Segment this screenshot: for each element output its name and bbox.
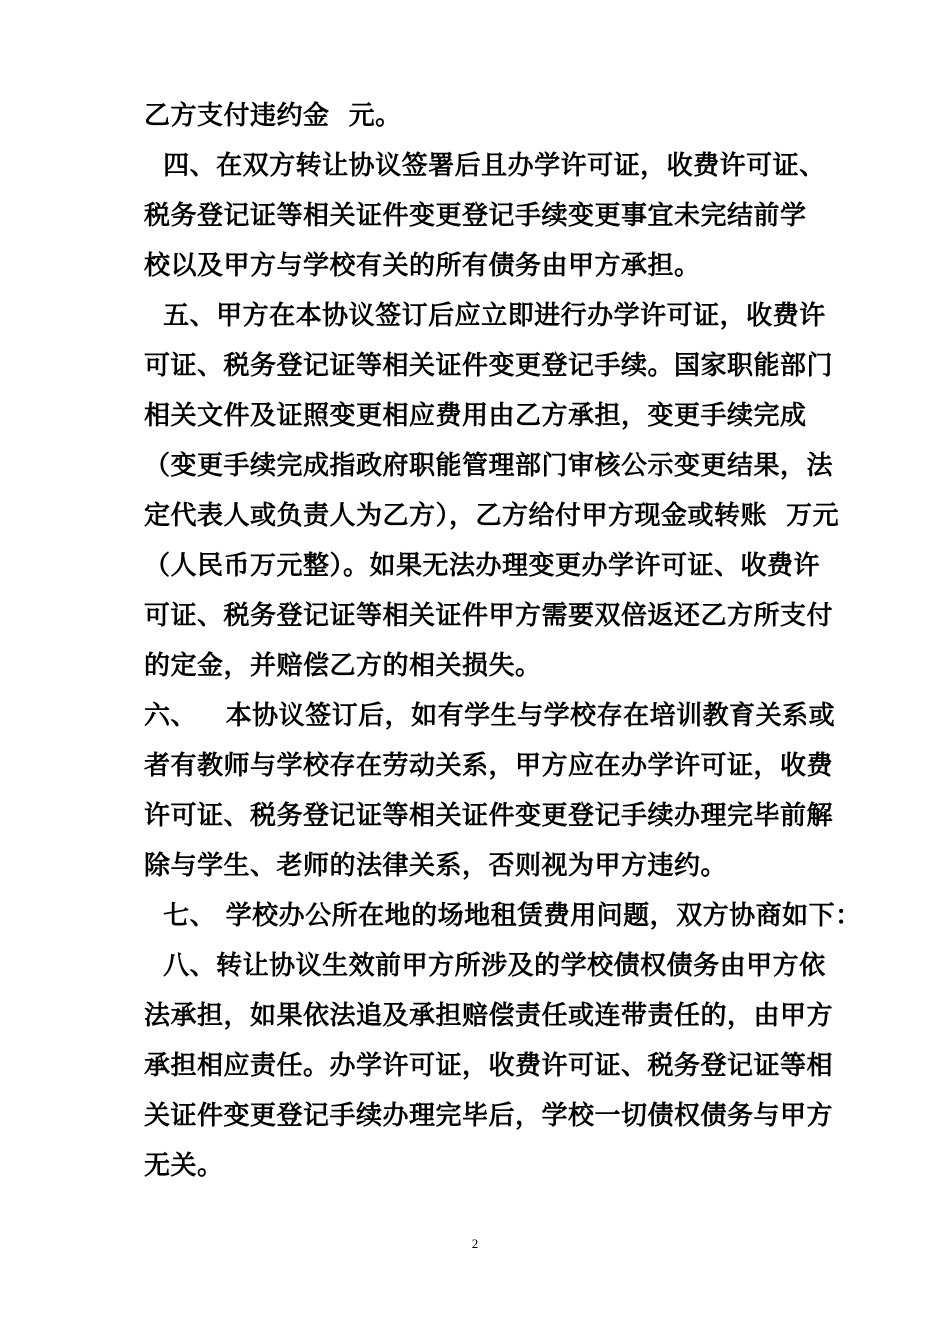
text-line: （变更手续完成指政府职能管理部门审核公示变更结果，法: [144, 451, 834, 481]
text-line: 关证件变更登记手续办理完毕后，学校一切债权债务与甲方: [144, 1101, 834, 1131]
text-line: （人民币万元整）。如果无法办理变更办学许可证、收费许: [144, 551, 821, 581]
page-number: 2: [471, 1236, 479, 1251]
text-line: 可证、税务登记证等相关证件变更登记手续。国家职能部门: [144, 351, 834, 381]
text-line: 税务登记证等相关证件变更登记手续变更事宜未完结前学: [144, 201, 807, 231]
text-line: 无关。: [144, 1151, 224, 1181]
text-line: 八、转让协议生效前甲方所涉及的学校债权债务由甲方依: [144, 951, 826, 981]
text-line: 可证、税务登记证等相关证件甲方需要双倍返还乙方所支付: [144, 601, 834, 631]
text-line: 法承担，如果依法追及承担赔偿责任或连带责任的，由甲方: [144, 1001, 834, 1031]
text-line: 除与学生、老师的法律关系，否则视为甲方违约。: [144, 851, 728, 881]
text-line: 四、在双方转让协议签署后且办学许可证，收费许可证、: [144, 151, 826, 181]
text-line: 校以及甲方与学校有关的所有债务由甲方承担。: [144, 251, 701, 281]
text-line: 许可证、税务登记证等相关证件变更登记手续办理完毕前解: [144, 801, 834, 831]
text-line: 者有教师与学校存在劳动关系，甲方应在办学许可证，收费: [144, 751, 834, 781]
text-line: 的定金，并赔偿乙方的相关损失。: [144, 651, 542, 681]
text-line: 乙方支付违约金 元。: [144, 101, 402, 131]
text-line: 七、 学校办公所在地的场地租赁费用问题，双方协商如下：: [144, 901, 862, 931]
text-line: 相关文件及证照变更相应费用由乙方承担，变更手续完成: [144, 401, 807, 431]
text-line: 六、 本协议签订后，如有学生与学校存在培训教育关系或: [144, 701, 836, 731]
text-line: 五、甲方在本协议签订后应立即进行办学许可证，收费许: [144, 301, 826, 331]
text-line: 定代表人或负责人为乙方），乙方给付甲方现金或转账 万元: [144, 501, 840, 531]
text-line: 承担相应责任。办学许可证，收费许可证、税务登记证等相: [144, 1051, 834, 1081]
